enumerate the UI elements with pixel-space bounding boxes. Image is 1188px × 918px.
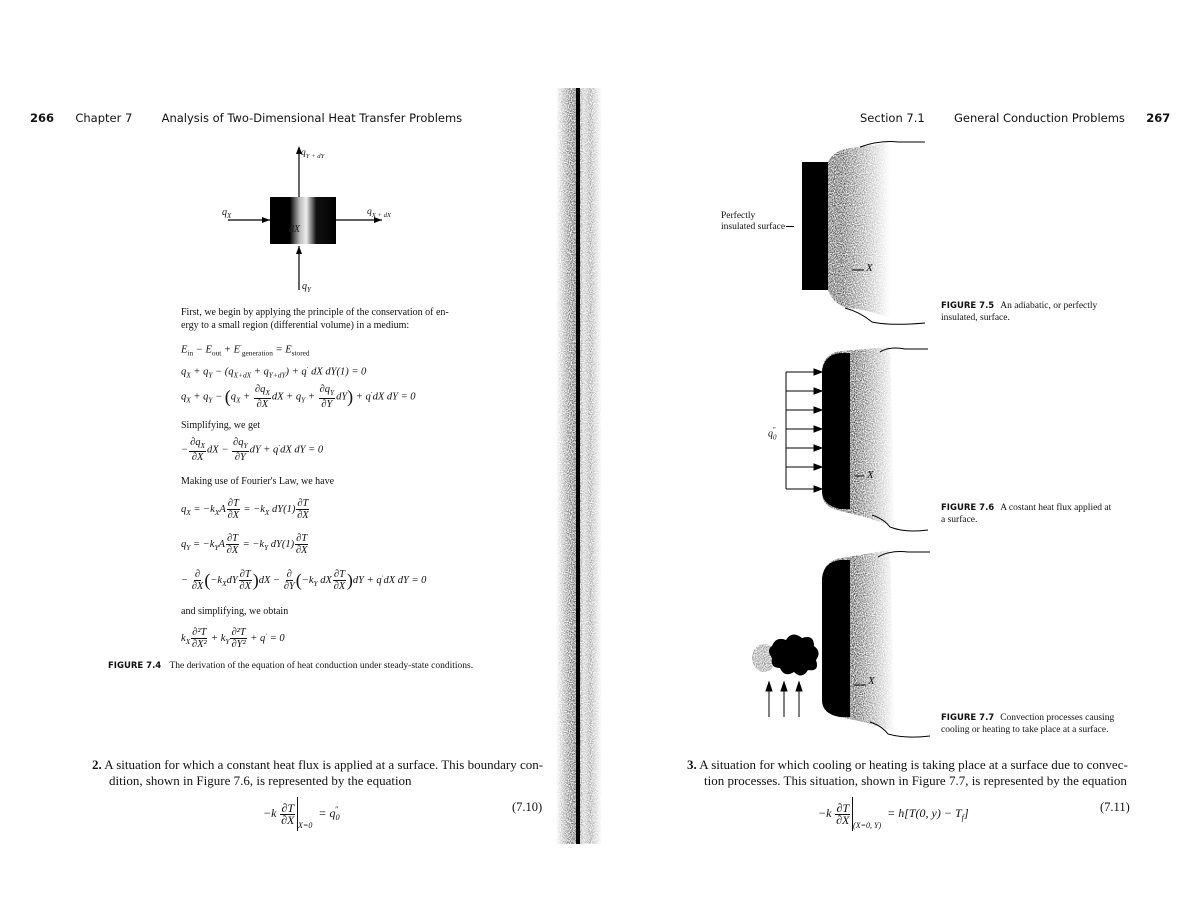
intro-paragraph xyxy=(181,306,481,332)
item-2-line-2: dition, shown in Figure 7.6, is represented by the equation xyxy=(109,773,412,788)
section-label: Section 7.1 xyxy=(860,111,925,125)
caption-text: The derivation of the equation of heat conduction under steady-state conditions. xyxy=(169,661,474,671)
obtain-text: and simplifying, we obtain xyxy=(181,606,289,617)
label-qy: $q_Y$ xyxy=(302,281,311,294)
figure-7-7-caption xyxy=(941,713,1114,736)
item-3-line-1: A situation for which cooling or heating is taking place at a surface due to convec- xyxy=(699,757,1128,772)
caption-label: FIGURE 7.4 xyxy=(108,661,162,671)
label-qy-dy: $q_{Y + dY}$ xyxy=(301,148,325,160)
caption-label: FIGURE 7.6 xyxy=(941,503,995,513)
figure-7-6-diagram xyxy=(780,347,930,537)
equation-expanded: $q_X + q_Y - (q_X$ + $\frac{\partial q_X}{\partial X}$ dX + $q_Y$ + $\frac{\partial q_Y}{\partial Y}$ dY) + q·dX dY = 0 xyxy=(181,384,416,411)
item-number: 2. xyxy=(92,757,102,772)
left-page-header xyxy=(30,111,462,125)
book-spine-gutter xyxy=(556,88,602,844)
equation-qx: $q_X = -k_XA$ $\frac{\partial T}{\partial X}$ = $-k_X$ dY(1) $\frac{\partial T}{\partial X}$ xyxy=(181,498,309,521)
control-volume-diagram xyxy=(210,140,430,300)
caption-line-1: Convection processes causing xyxy=(1000,713,1115,723)
figure-7-5-axis-label: X xyxy=(866,262,873,274)
fluid-blob xyxy=(752,634,819,675)
figure-7-7-diagram xyxy=(750,550,930,740)
equation-energy-balance: $E_{in} - E_{out} + E^\cdot_{generation} = E_{stored}$ xyxy=(181,341,310,358)
simplifying-text: Simplifying, we get xyxy=(181,420,261,431)
equation-number-7-11: (7.11) xyxy=(1100,800,1130,814)
section-title: General Conduction Problems xyxy=(953,111,1125,125)
intro-line-2: ergy to a small region (differential volume) in a medium: xyxy=(181,320,410,331)
label-qx: $q_X$ xyxy=(222,207,232,220)
item-2-line-1: A situation for which a constant heat flux is applied at a surface. This boundary con- xyxy=(104,757,544,772)
heat-flux-label: $q_0''$ xyxy=(768,426,777,442)
label-line-2: insulated surface xyxy=(721,222,786,232)
equation-flux-balance: $q_X + q_Y - (q_{X+dX} + q_{Y+dY}) + q^\cdot$ dX dY(1) = 0 xyxy=(181,363,367,380)
insulated-surface-label xyxy=(721,211,794,233)
figure-7-6-caption xyxy=(941,503,1111,526)
figure-7-5-caption xyxy=(941,301,1097,324)
caption-line-1: A costant heat flux applied at xyxy=(1000,503,1112,513)
equation-qy: $q_Y = -k_YA$ $\frac{\partial T}{\partial X}$ = $-k_Y$ dY(1) $\frac{\partial T}{\partial X}$ xyxy=(181,533,308,556)
equation-7-11: −k $\frac{\partial T}{\partial X}$ $_{(X=0, Y)}$ = h[T(0, $y) - T_f$] xyxy=(818,797,969,831)
page-number: 267 xyxy=(1146,111,1171,125)
chapter-title: Analysis of Two-Dimensional Heat Transfer Problems xyxy=(161,111,463,125)
equation-7-10: −k $\frac{\partial T}{\partial X}$ $_{X=0} = q_0''$ xyxy=(263,797,338,831)
equation-heat-conduction: $k_X$ $\frac{\text{∂²T}}{\text{∂X²}}$ + $k_Y$ $\frac{\text{∂²T}}{\text{∂Y²}}$ + q· = 0 xyxy=(181,627,285,650)
caption-label: FIGURE 7.5 xyxy=(941,301,995,311)
fourier-text: Making use of Fourier's Law, we have xyxy=(181,476,335,487)
intro-line-1: First, we begin by applying the principle of the conservation of en- xyxy=(181,307,449,318)
list-item-2 xyxy=(92,757,552,789)
caption-label: FIGURE 7.7 xyxy=(941,713,995,723)
right-page-header xyxy=(860,111,1170,125)
page-number: 266 xyxy=(30,111,55,125)
figure-7-6-axis-label: X xyxy=(867,469,874,481)
caption-line-2: cooling or heating to take place at a surface. xyxy=(941,724,1109,735)
list-item-3 xyxy=(687,757,1147,789)
caption-line-2: insulated, surface. xyxy=(941,312,1010,323)
equation-simplified: − $\frac{\partial q_X}{\partial X}$ dX − $\frac{\partial q_Y}{\partial Y}$ dY + q·dX dY = 0 xyxy=(181,437,324,464)
caption-line-1: An adiabatic, or perfectly xyxy=(1000,301,1098,311)
label-dx: dX xyxy=(289,224,301,235)
label-line-1: Perfectly xyxy=(721,211,756,221)
figure-7-7-axis-label: X xyxy=(868,675,875,687)
figure-7-4-caption xyxy=(108,661,473,673)
item-3-line-2: tion processes. This situation, shown in Figure 7.7, is represented by the equation xyxy=(704,773,1127,788)
equation-substituted: − $\frac{\partial}{\partial X}$ ($-k_XdY$ $\frac{\partial T}{\partial X}$ )dX − $\frac{\partial}{\partial Y}$ ($-k_Y$ dX $\frac{\partial T}{\partial X}$ )dY + q·dX dY = 0 xyxy=(181,569,427,592)
equation-number-7-10: (7.10) xyxy=(512,800,543,814)
item-number: 3. xyxy=(687,757,697,772)
figure-7-5-diagram xyxy=(790,140,930,330)
caption-line-2: a surface. xyxy=(941,514,978,525)
chapter-label: Chapter 7 xyxy=(75,111,133,125)
label-qx-dx: $q_{X + dX}$ xyxy=(367,207,391,219)
